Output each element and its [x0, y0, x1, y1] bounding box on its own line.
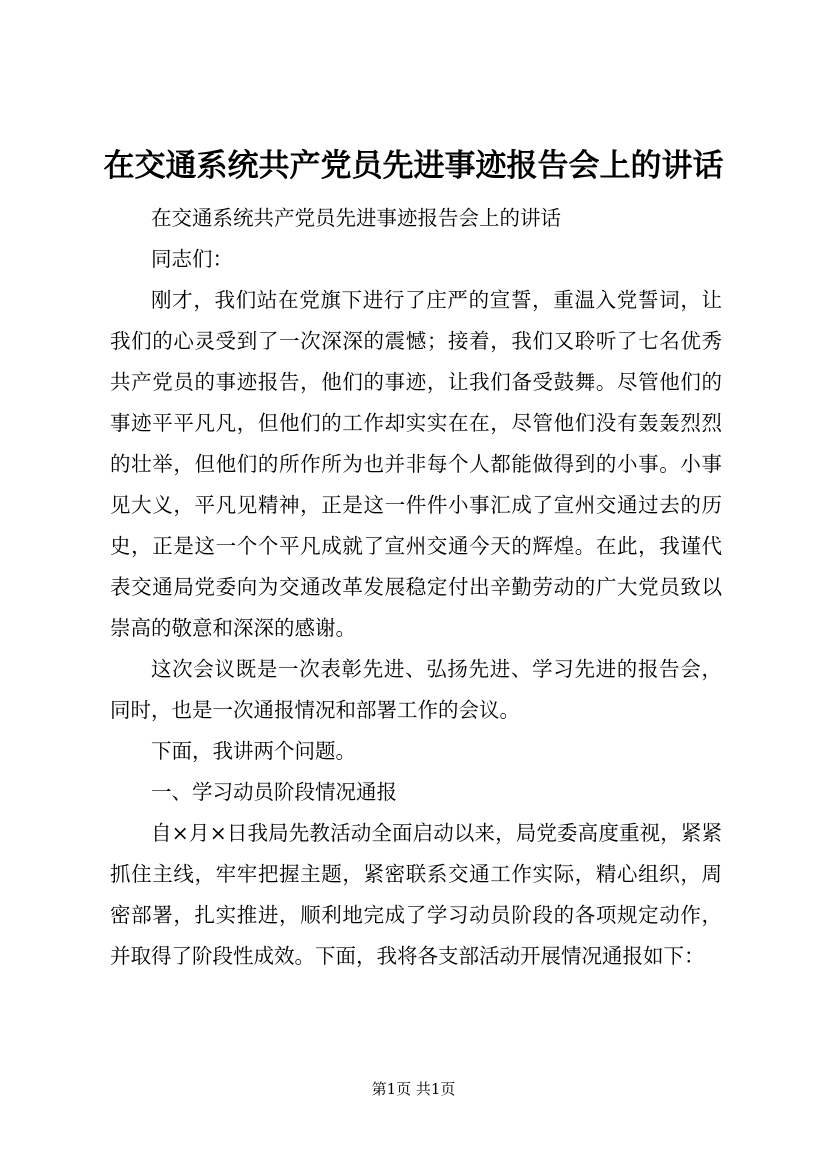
- salutation-paragraph: 同志们：: [151, 247, 233, 271]
- body-paragraph: 这次会议既是一次表彰先进、弘扬先进、学习先进的报告会，同时，也是一次通报情况和部署工作的会议。: [110, 657, 722, 722]
- document-title: 在交通系统共产党员先进事迹报告会上的讲话: [103, 148, 724, 184]
- body-paragraph: 自×月×日我局先教活动全面启动以来，局党委高度重视，紧紧抓住主线，牢牢把握主题，紧密联系交通工作实际，精心组织，周密部署，扎实推进，顺利地完成了学习动员阶段的各项规定动作，并取得了阶段性成效。下面，我将各支部活动开展情况通报如下：: [110, 821, 722, 968]
- page-number: 第1页 共1页: [371, 1080, 456, 1098]
- subtitle-paragraph: 在交通系统共产党员先进事迹报告会上的讲话: [151, 206, 561, 230]
- body-paragraph: 刚才，我们站在党旗下进行了庄严的宣誓，重温入党誓词，让我们的心灵受到了一次深深的震憾；接着，我们又聆听了七名优秀共产党员的事迹报告，他们的事迹，让我们备受鼓舞。尽管他们的事迹平平凡凡，但他们的工作却实实在在，尽管他们没有轰轰烈烈的壮举，但他们的所作所为也并非每个人都能做得到的小事。小事见大义，平凡见精神，正是这一件件小事汇成了宣州交通过去的历史，正是这一个个平凡成就了宣州交通今天的辉煌。在此，我谨代表交通局党委向为交通改革发展稳定付出辛勤劳动的广大党员致以崇高的敬意和深深的感谢。: [110, 288, 722, 640]
- body-paragraph: 下面，我讲两个问题。: [151, 739, 356, 763]
- document-body: [110, 198, 722, 977]
- section-heading: 一、学习动员阶段情况通报: [151, 780, 397, 804]
